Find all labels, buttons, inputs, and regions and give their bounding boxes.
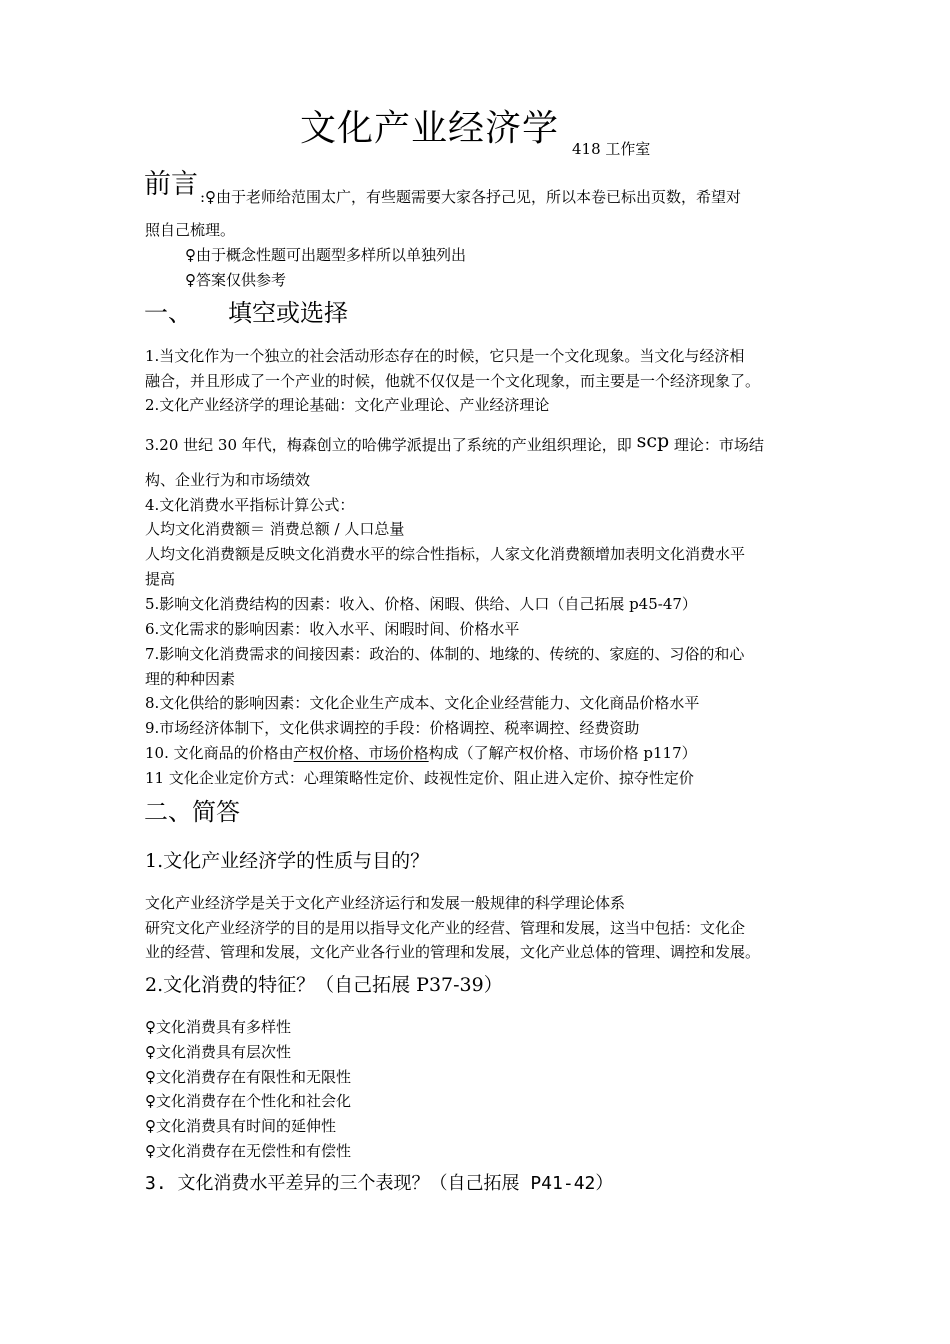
section-number: 一、: [144, 299, 192, 327]
preface-heading: 前言: [144, 169, 198, 200]
paragraph-line: [145, 430, 764, 455]
paragraph-line: 业的经营、管理和发展，文化产业各行业的管理和发展，文化产业总体的管理、调控和发展。: [145, 943, 761, 961]
paragraph-line: [145, 742, 697, 763]
list-item: ♀文化消费存在有限性和无限性: [145, 1068, 351, 1086]
paragraph-line: 融合，并且形成了一个产业的时候，他就不仅仅是一个文化现象，而主要是一个经济现象了。: [145, 372, 761, 390]
preface-line: :♀由于老师给范围太广，有些题需要大家各抒己见，所以本卷已标出页数，希望对: [200, 188, 742, 206]
paragraph-line: 8.文化供给的影响因素：文化企业生产成本、文化企业经营能力、文化商品价格水平: [145, 694, 700, 712]
underlined-term: 产权价格、市场价格: [293, 744, 429, 762]
paragraph-line: 7.影响文化消费需求的间接因素：政治的、体制的、地缘的、传统的、家庭的、习俗的和心: [145, 645, 745, 663]
list-item: ♀文化消费存在个性化和社会化: [145, 1092, 351, 1110]
section-heading: 二、简答: [144, 798, 240, 826]
item10-text-after: 构成（了解产权价格、市场价格 p117）: [428, 744, 697, 762]
paragraph-line: 5.影响文化消费结构的因素：收入、价格、闲暇、供给、人口（自己拓展 p45-47）: [145, 595, 697, 613]
question-heading: 3. 文化消费水平差异的三个表现？（自己拓展 P41-42）: [145, 1173, 614, 1194]
section-heading: [144, 293, 348, 328]
paragraph-line: 人均文化消费额是反映文化消费水平的综合性指标，人家文化消费额增加表明文化消费水平: [145, 545, 746, 563]
paragraph-line: 理的种种因素: [145, 670, 236, 688]
preface-line: 照自己梳理。: [145, 221, 236, 239]
item3-text: 3.20 世纪 30 年代，梅森创立的哈佛学派提出了系统的产业组织理论，即: [145, 436, 637, 454]
scp-term: scp: [636, 430, 670, 452]
list-item: ♀文化消费具有多样性: [145, 1018, 291, 1036]
paragraph-line: 4.文化消费水平指标计算公式：: [145, 496, 355, 514]
list-item: ♀文化消费存在无偿性和有偿性: [145, 1142, 351, 1160]
paragraph-line: 构、企业行为和市场绩效: [145, 471, 311, 489]
item10-text: 10. 文化商品的价格由: [145, 744, 294, 762]
studio-label: 418 工作室: [572, 140, 651, 158]
question-heading: 1.文化产业经济学的性质与目的？: [145, 850, 430, 872]
paragraph-line: 人均文化消费额＝ 消费总额 / 人口总量: [145, 520, 405, 538]
paragraph-line: 文化产业经济学是关于文化产业经济运行和发展一般规律的科学理论体系: [145, 894, 626, 912]
paragraph-line: 研究文化产业经济学的目的是用以指导文化产业的经营、管理和发展，这当中包括：文化企: [145, 919, 746, 937]
list-item: ♀文化消费具有层次性: [145, 1043, 291, 1061]
paragraph-line: 9.市场经济体制下，文化供求调控的手段：价格调控、税率调控、经费资助: [145, 719, 640, 737]
paragraph-line: 6.文化需求的影响因素：收入水平、闲暇时间、价格水平: [145, 620, 520, 638]
item3-text-after: 理论：市场结: [669, 436, 764, 454]
preface-line: ♀由于概念性题可出题型多样所以单独列出: [185, 246, 466, 264]
paragraph-line: 2.文化产业经济学的理论基础：文化产业理论、产业经济理论: [145, 396, 550, 414]
document-title: 文化产业经济学: [300, 108, 560, 149]
paragraph-line: 11 文化企业定价方式：心理策略性定价、歧视性定价、阻止进入定价、掠夺性定价: [145, 769, 694, 787]
paragraph-line: 提高: [145, 570, 176, 588]
section-title: 填空或选择: [228, 299, 348, 327]
preface-line: ♀答案仅供参考: [185, 271, 286, 289]
list-item: ♀文化消费具有时间的延伸性: [145, 1117, 336, 1135]
question-heading: 2.文化消费的特征？（自己拓展 P37-39）: [145, 974, 503, 996]
paragraph-line: 1.当文化作为一个独立的社会活动形态存在的时候，它只是一个文化现象。当文化与经济相: [145, 347, 745, 365]
